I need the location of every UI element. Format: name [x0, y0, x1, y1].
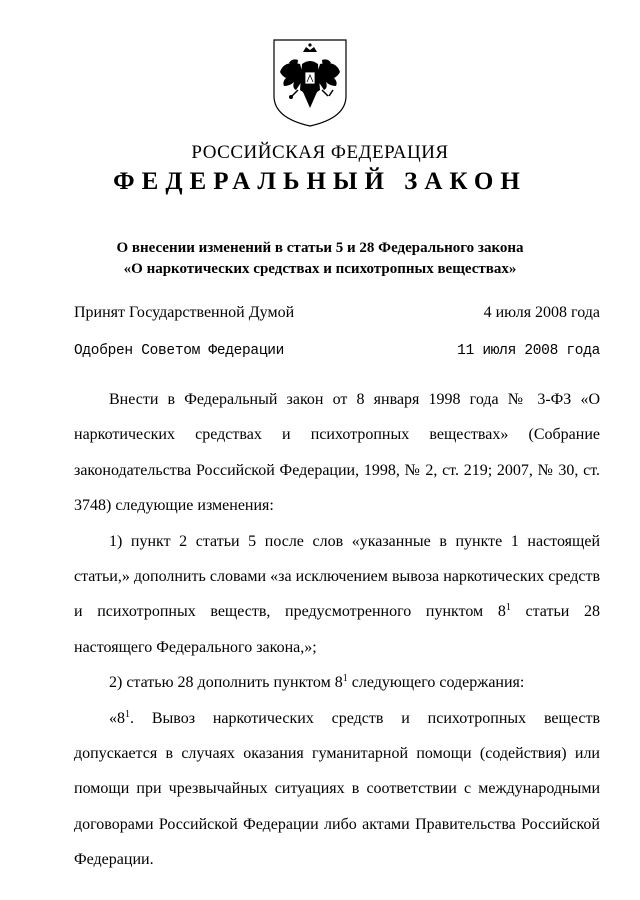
clause-text: . Вывоз наркотических средств и психотропных веществ допускается в случаях оказания гуманитарной помощи (содействия) или помощи при чрезвычайных ситуациях в соответствии с международными договорами Российской Федерации либо актами Правительства Российской Федерации. [74, 709, 600, 869]
item-2-text-a: 2) статью 28 дополнить пунктом 8 [109, 674, 343, 692]
item-1-superscript: 1 [505, 602, 511, 614]
clause-number: «8 [109, 709, 125, 727]
council-approval-row [74, 343, 600, 359]
law-body [74, 382, 600, 878]
duma-adoption-row [74, 304, 600, 322]
coat-of-arms-emblem [270, 38, 350, 128]
item-2-paragraph [74, 665, 600, 700]
duma-date: 4 июля 2008 года [483, 304, 600, 321]
duma-label: Принят Государственной Думой [74, 304, 295, 321]
item-1-text: 1) пункт 2 статьи 5 после слов «указанные в пункте 1 настоящей статьи,» дополнить словами «за исключением вывоза наркотических средств и психотропных веществ, предусмотренного пунктом 8 [74, 532, 600, 621]
document-type: ФЕДЕРАЛЬНЫЙ ЗАКОН [113, 168, 527, 195]
council-date: 11 июля 2008 года [457, 343, 600, 359]
intro-paragraph: Внести в Федеральный закон от 8 января 1998 года № 3-ФЗ «О наркотических средствах и психотропных веществах» (Собрание законодательства Российской Федерации, 1998, № 2, ст. 219; 2007, № 30, ст. 3748) следующие изменения: [74, 391, 600, 515]
clause-superscript: 1 [125, 708, 130, 720]
item-1-paragraph [74, 524, 600, 666]
law-title-line-2: «О наркотических средствах и психотропных веществах» [123, 261, 517, 277]
law-title-line-1: О внесении изменений в статьи 5 и 28 Федерального закона [116, 240, 524, 256]
law-title [0, 238, 640, 280]
item-2-superscript: 1 [342, 673, 348, 685]
country-name: РОССИЙСКАЯ ФЕДЕРАЦИЯ [191, 142, 449, 163]
item-1-tail: статьи 28 настоящего Федерального закона,»; [74, 603, 600, 656]
item-2-text-b: следующего содержания: [347, 674, 525, 692]
new-clause-paragraph [74, 701, 600, 878]
council-label: Одобрен Советом Федерации [74, 343, 285, 359]
